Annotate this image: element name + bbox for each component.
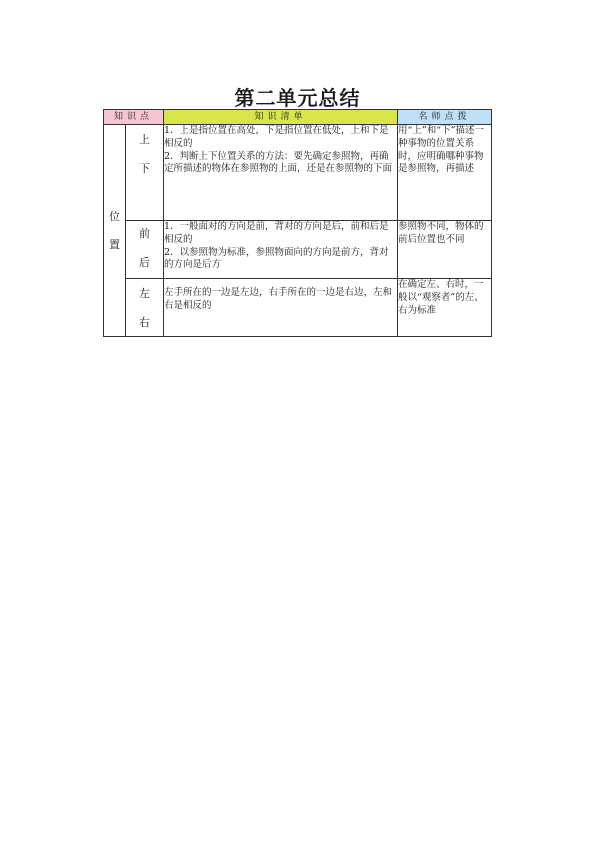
- content-item: 1．一般面对的方向是前，背对的方向是后，前和后是相反的: [164, 221, 389, 245]
- sub-topic-char: 后: [139, 255, 150, 269]
- header-knowledge-point: 知识点: [104, 110, 164, 125]
- table-row: [104, 279, 492, 337]
- page-title: 第二单元总结: [234, 86, 361, 110]
- note-cell: [398, 279, 492, 337]
- summary-table: [103, 109, 492, 337]
- table-row: [104, 125, 492, 221]
- sub-topic-char: 下: [139, 161, 150, 175]
- sub-topic-cell: [126, 125, 164, 221]
- category-char: 置: [109, 237, 120, 251]
- content-item: 2．以参照物为标准，参照物面向的方向是前方，背对的方向是后方: [164, 246, 389, 271]
- content-cell: [164, 125, 398, 221]
- note-cell: [398, 125, 492, 221]
- content-cell: [164, 221, 398, 279]
- content-cell: [164, 279, 398, 337]
- sub-topic-char: 左: [139, 287, 150, 300]
- sub-topic-cell: [126, 221, 164, 279]
- header-teacher-tips: 名师点拨: [398, 110, 492, 125]
- content-item: 2．判断上下位置关系的方法：要先确定参照物，再确定所描述的物体在参照物的上面，还是在参照物的下面: [164, 150, 393, 175]
- category-cell: [104, 125, 126, 337]
- category-char: 位: [109, 209, 120, 223]
- sub-topic-char: 上: [139, 133, 150, 146]
- note-item: 用“上”和“下”描述一种事物的位置关系时，应明确哪种事物是参照物，再描述: [398, 125, 484, 175]
- note-item: 在确定左、右时，一般以“观察者”的左、右为标准: [398, 279, 484, 316]
- table-row: [104, 221, 492, 279]
- table-header-row: [104, 110, 492, 125]
- sub-topic-cell: [126, 279, 164, 337]
- content-item: 左手所在的一边是左边，右手所在的一边是右边，左和右是相反的: [164, 287, 393, 311]
- content-item: 1．上是指位置在高处，下是指位置在低处，上和下是相反的: [164, 125, 389, 149]
- note-cell: [398, 221, 492, 279]
- header-knowledge-list: 知识清单: [164, 110, 398, 125]
- note-item: 参照物不同，物体的前后位置也不同: [398, 221, 484, 245]
- sub-topic-char: 右: [139, 315, 150, 329]
- sub-topic-char: 前: [139, 227, 150, 240]
